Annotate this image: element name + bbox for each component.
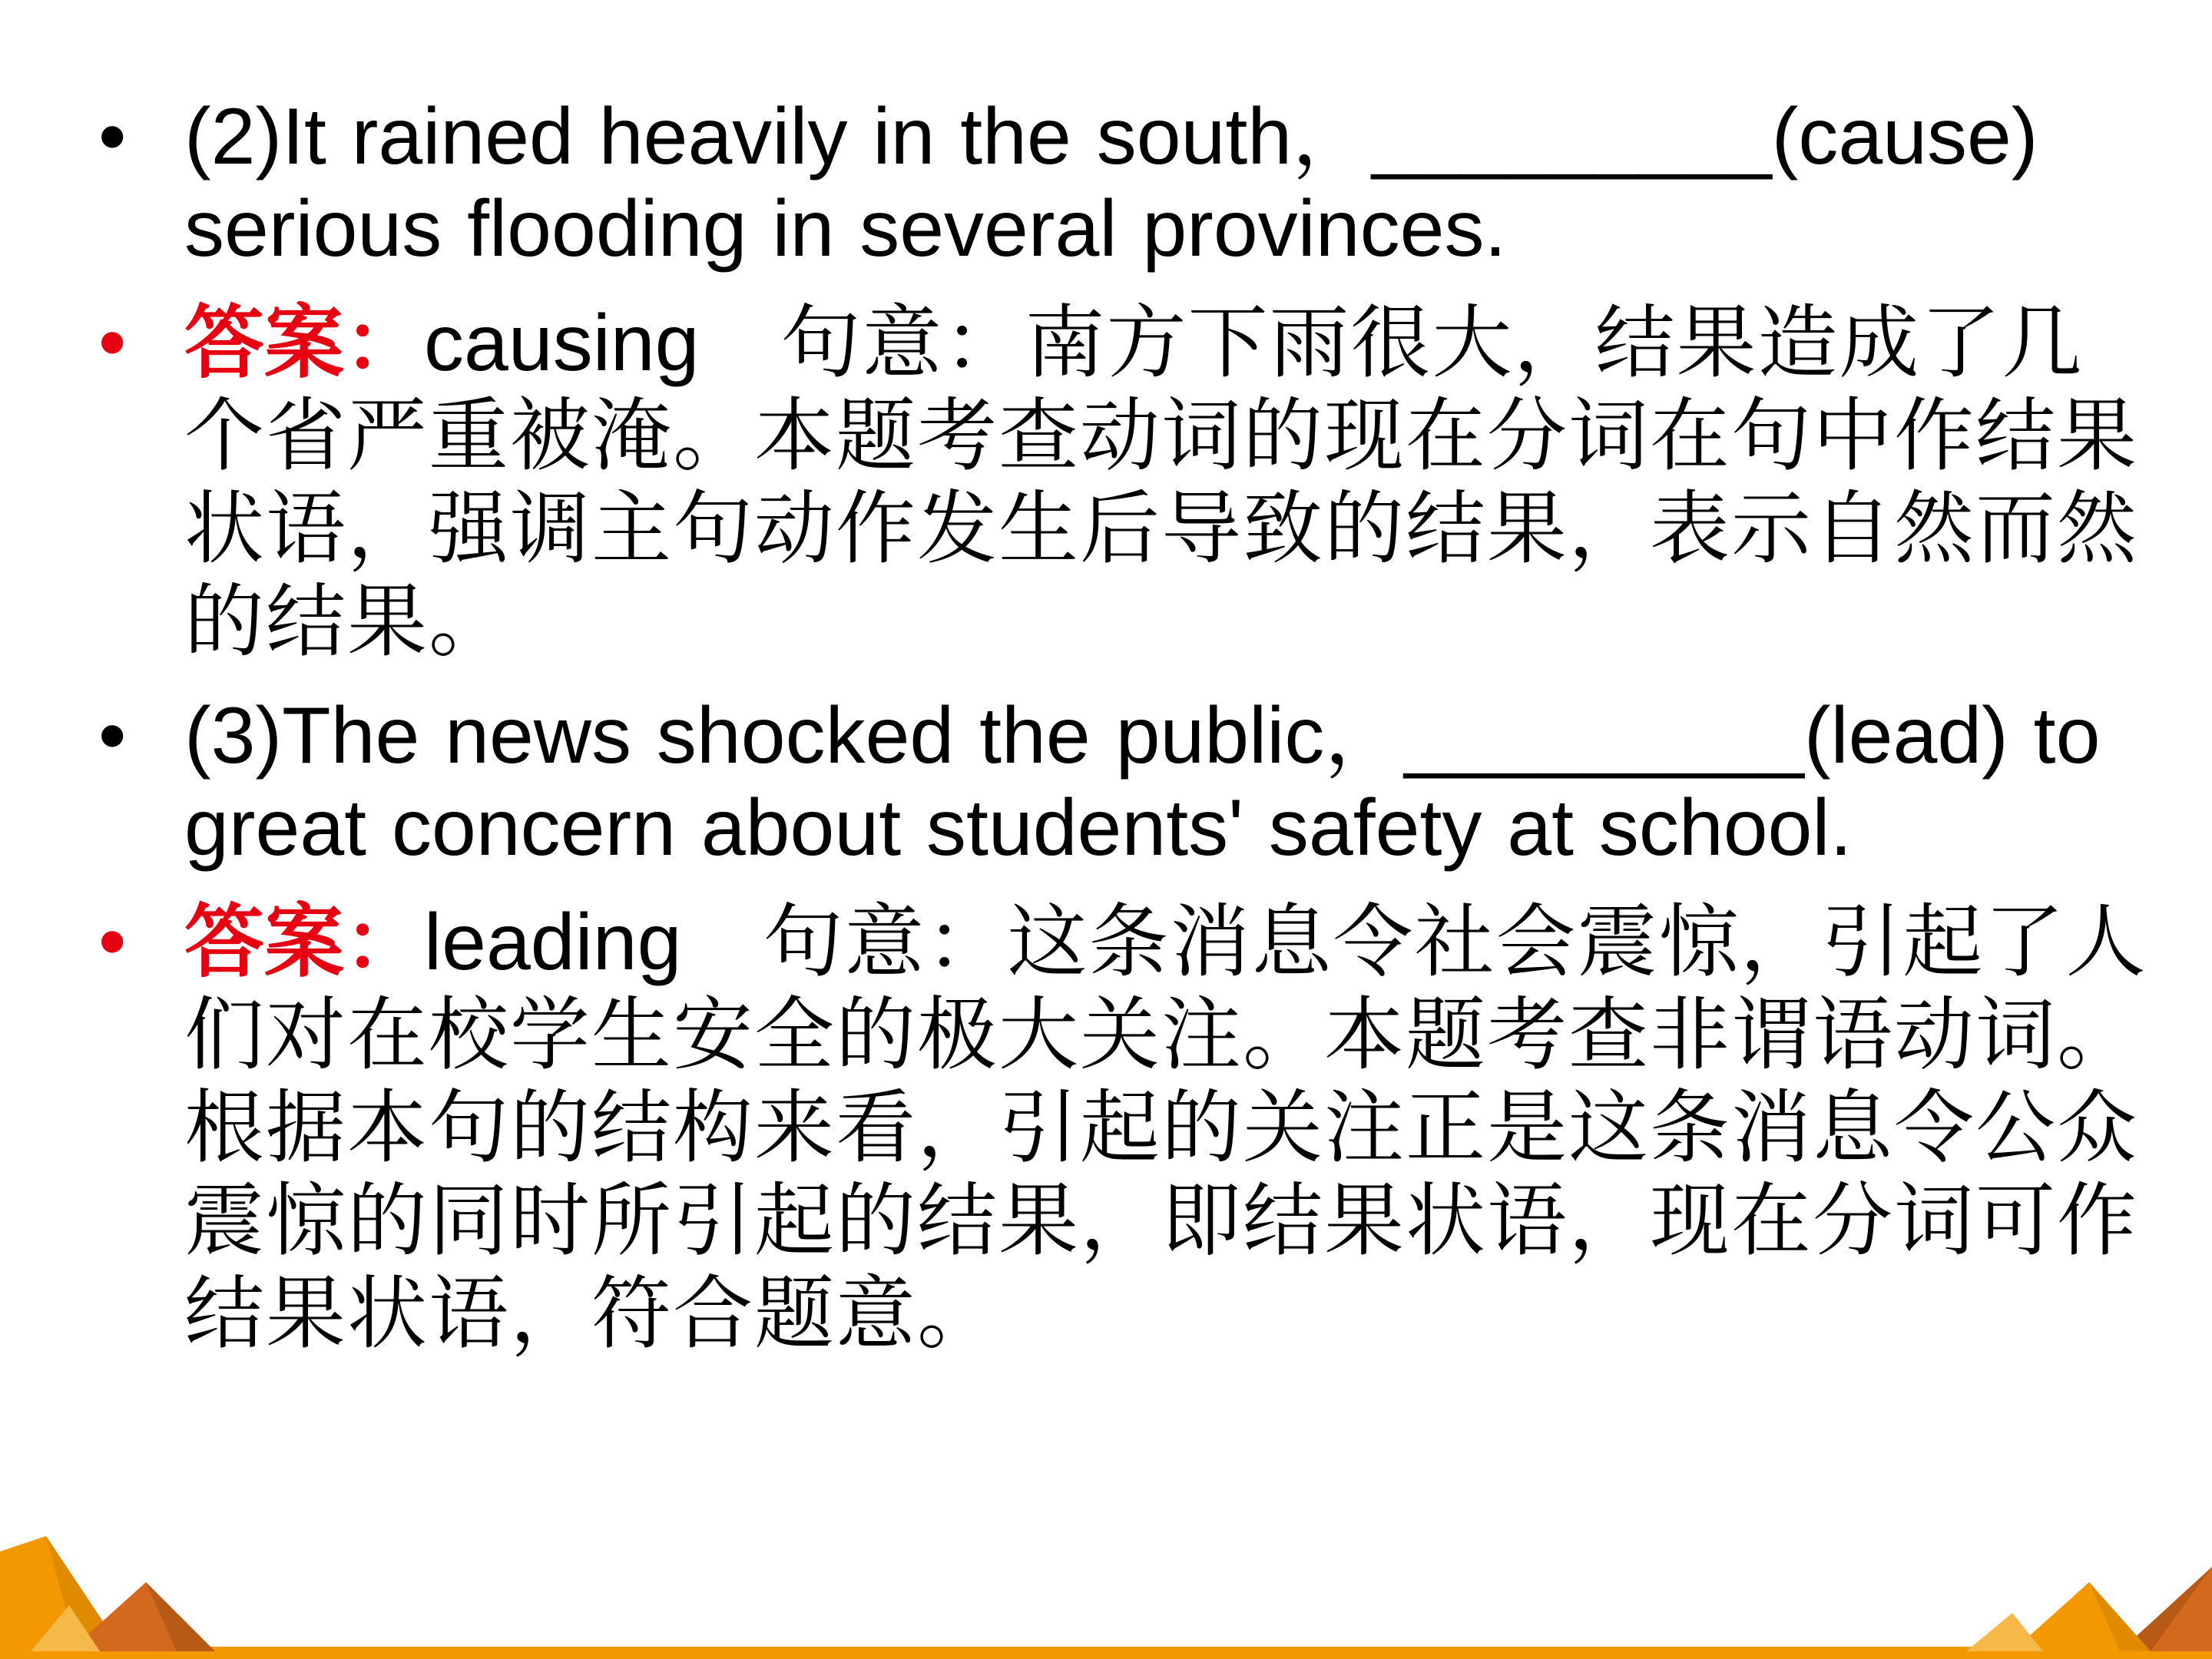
question-3-text: (3)The news shocked the public，_________(lead) to great concern about students' safety at school.	[184, 691, 2101, 873]
answer-2-word: causing	[424, 299, 700, 388]
bullet-icon: •	[98, 691, 127, 780]
bullet-icon: •	[98, 92, 127, 181]
bullet-icon: •	[98, 298, 127, 387]
answer-3-label: 答案：	[184, 895, 425, 988]
question-3	[98, 690, 2157, 874]
question-2	[98, 91, 2157, 275]
answer-2	[98, 296, 2157, 668]
answer-2-label: 答案：	[184, 296, 425, 389]
answer-3-word: leading	[424, 898, 682, 987]
answer-3-explanation: 句意：这条消息令社会震惊，引起了人们对在校学生安全的极大关注。本题考查非谓语动词。根据本句的结构来看，引起的关注正是这条消息令公众震惊的同时所引起的结果，即结果状语，现在分词可作结果状语，符合题意。	[184, 895, 2147, 1360]
answer-3	[98, 896, 2157, 1360]
bullet-icon: •	[98, 897, 127, 986]
slide-content	[98, 91, 2157, 1382]
footer-right-triangles-icon	[1966, 1567, 2212, 1651]
answer-2-explanation: 句意：南方下雨很大，结果造成了几个省严重被淹。本题考查动词的现在分词在句中作结果状语，强调主句动作发生后导致的结果，表示自然而然的结果。	[184, 296, 2139, 668]
question-2-text: (2)It rained heavily in the south，_________(cause) serious flooding in several provinces.	[184, 92, 2038, 273]
footer-decoration	[0, 1536, 2212, 1659]
footer-left-triangles-icon	[0, 1536, 215, 1651]
footer-strip	[0, 1647, 2212, 1659]
